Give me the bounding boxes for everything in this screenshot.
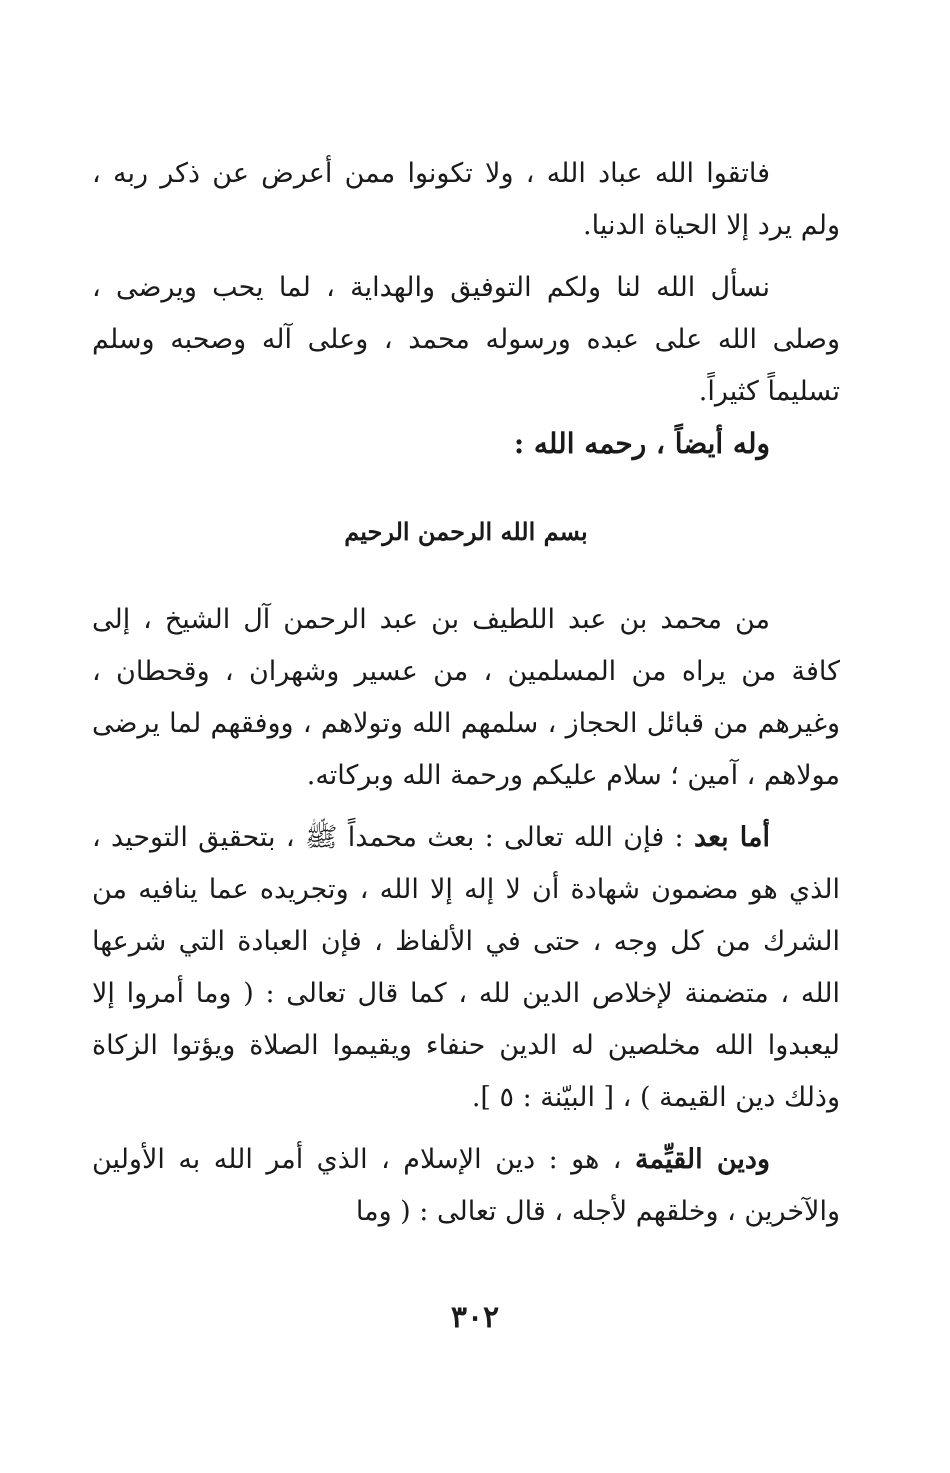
paragraph-2: نسأل الله لنا ولكم التوفيق والهداية ، لما يحب ويرضى ، وصلى الله على عبده ورسوله محمد ، وعلى آله وصحبه وسلم تسليماً كثيراً. — [92, 272, 840, 407]
amma-bad-text: : فإن الله تعالى : بعث محمداً ﷺ ، بتحقيق التوحيد ، الذي هو مضمون شهادة أن لا إله إلا الله ، وتجريده عما ينافيه من الشرك من كل وجه ، حتى في الألفاظ ، فإن العبادة التي شرعها الله ، متضمنة لإخلاص الدين لله ، كما قال تعالى : ( وما أمروا إلا ليعبدوا الله مخلصين له الدين حنفاء ويقيموا الصلاة ويؤتوا الزكاة وذلك دين القيمة ) ، [ البيّنة : ٥ ]. — [92, 822, 840, 1113]
din-text: ، هو : دين الإسلام ، الذي أمر الله به الأولين والآخرين ، وخلقهم لأجله ، قال تعالى : ( وما — [92, 1144, 840, 1227]
paragraph-1: فاتقوا الله عباد الله ، ولا تكونوا ممن أعرض عن ذكر ربه ، ولم يرد إلا الحياة الدنيا. — [92, 158, 840, 241]
letter-opening: من محمد بن عبد اللطيف بن عبد الرحمن آل الشيخ ، إلى كافة من يراه من المسلمين ، من عسير وشهران ، وقحطان ، وغيرهم من قبائل الحجاز ، سلمهم الله وتولاهم ، ووفقهم لما يرضى مولاهم ، آمين ؛ سلام عليكم ورحمة الله وبركاته. — [92, 604, 840, 791]
paragraph-amma-bad — [92, 812, 840, 1124]
page-number: ٣٠٢ — [450, 1300, 500, 1335]
din-label: ودين القيِّمة — [634, 1144, 770, 1175]
basmala: بسم الله الرحمن الرحيم — [344, 517, 588, 546]
section-heading: وله أيضاً ، رحمه الله : — [513, 427, 770, 460]
amma-bad-label: أما بعد — [693, 822, 770, 853]
paragraph-din — [92, 1134, 840, 1238]
